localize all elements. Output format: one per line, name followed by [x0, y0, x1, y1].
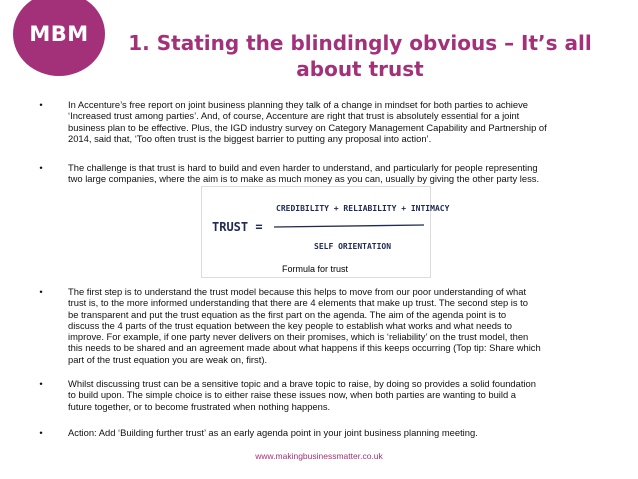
bullet-line: part of the trust equation you are weak on, first). — [68, 353, 268, 365]
bullet-marker: • — [39, 286, 43, 297]
bullet-text — [68, 99, 596, 144]
bullet-marker: • — [39, 378, 43, 389]
bullet-text — [68, 286, 596, 365]
trust-formula-drawing — [202, 187, 450, 265]
logo-text: MBM — [29, 22, 89, 46]
title-line-1: 1. Stating the blindingly obvious – It’s all — [128, 31, 592, 55]
bullet-challenge — [36, 162, 596, 185]
bullet-sensitive-topic — [36, 378, 596, 412]
bullet-line: trust is, to the more informed understanding that there are 4 elements that make up trust. The second step is to — [68, 297, 528, 309]
footer-url[interactable]: www.makingbusinessmatter.co.uk — [255, 451, 383, 461]
bullet-text — [68, 162, 596, 185]
formula-numerator: CREDIBILITY + RELIABILITY + INTIMACY — [276, 204, 450, 213]
bullet-action — [36, 427, 596, 438]
bullet-line: business plan to be effective. Plus, the IGD industry survey on Category Management Capability and Partnership of — [68, 121, 547, 133]
formula-fraction-bar — [274, 225, 424, 227]
formula-denominator: SELF ORIENTATION — [314, 242, 392, 251]
bullet-line: be transparent and put the trust equation as the first part on the agenda. The aim of the agenda point is to — [68, 308, 507, 320]
bullet-accenture-report — [36, 99, 596, 144]
bullet-line: The first step is to understand the trust model because this helps to move from our poor understanding of what — [68, 286, 527, 297]
bullet-line: Whilst discussing trust can be a sensitive topic and a brave topic to raise, by doing so provides a solid foundation — [68, 378, 536, 389]
bullet-text — [68, 427, 596, 438]
bullet-line: ‘Increased trust among parties’. And, of course, Accenture are right that trust is absolutely essential for a joint — [68, 110, 520, 122]
title-line-2: about trust — [296, 57, 424, 81]
bullet-line: future together, or to become frustrated when nothing happens. — [68, 400, 331, 412]
bullet-line: improve. For example, if one party never delivers on their promises, which is ‘reliability’ on the trust model, then — [68, 331, 529, 343]
bullet-marker: • — [39, 162, 43, 173]
bullet-line: to build upon. The simple choice is to either raise these issues now, when both parties are wanting to build a — [68, 389, 517, 401]
formula-lhs: TRUST = — [212, 220, 263, 234]
bullet-marker: • — [39, 427, 43, 438]
bullet-line: two large companies, where the aim is to make as much money as you can, usually by giving the other party less. — [68, 173, 540, 185]
bullet-marker: • — [39, 99, 43, 110]
bullet-line: Action: Add ‘Building further trust’ as an early agenda point in your joint business planning meeting. — [68, 427, 478, 438]
mbm-logo — [13, 0, 105, 76]
bullet-line: In Accenture’s free report on joint business planning they talk of a change in mindset for both parties to achieve — [68, 99, 529, 110]
bullet-line: discuss the 4 parts of the trust equation between the key people to establish what works and what needs to — [68, 319, 513, 331]
bullet-line: this needs to be shared and an agreement made about what happens if this keeps occurring (Top tip: Share which — [68, 342, 541, 354]
bullet-line: 2014, said that, ‘Too often trust is the biggest barrier to putting any proposal into action’. — [68, 132, 432, 144]
bullet-text — [68, 378, 596, 412]
bullet-line: The challenge is that trust is hard to build and even harder to understand, and particularly for people representing — [68, 162, 538, 173]
bullet-first-step — [36, 286, 596, 365]
slide-title — [120, 30, 600, 82]
formula-caption: Formula for trust — [281, 264, 348, 274]
